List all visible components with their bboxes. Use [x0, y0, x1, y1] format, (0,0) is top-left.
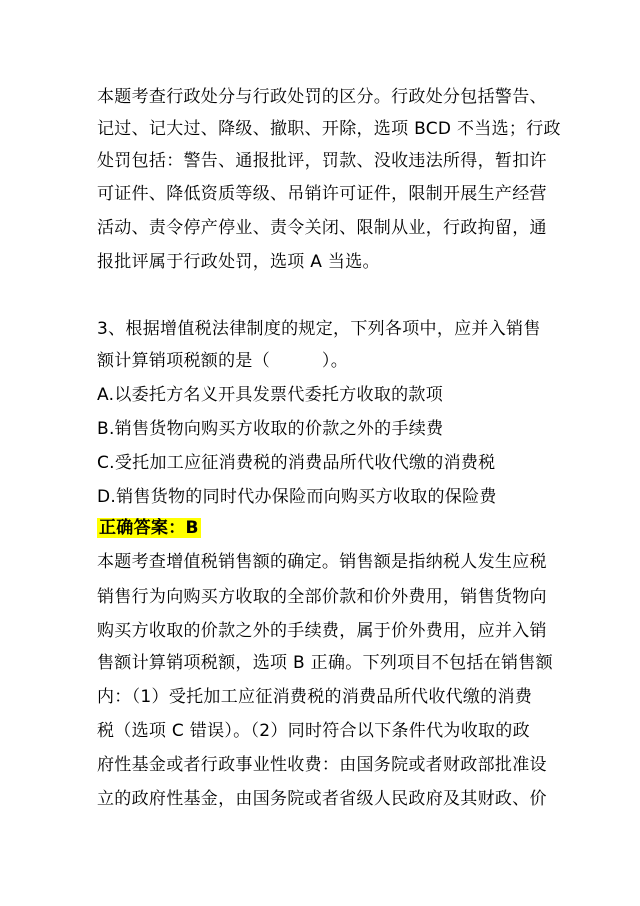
- option-a: A.以委托方名义开具发票代委托方收取的款项: [97, 385, 444, 405]
- explanation-2-line-4: 售额计算销项税额，选项 B 正确。下列项目不包括在销售额: [97, 653, 553, 673]
- option-c: C.受托加工应征消费税的消费品所代收代缴的消费税: [97, 453, 496, 473]
- question-stem-line-2: 额计算销项税额的是（ ）。: [97, 351, 348, 371]
- explanation-1-line-1: 本题考查行政处分与行政处罚的区分。行政处分包括警告、: [97, 87, 547, 107]
- explanation-2-line-7: 府性基金或者行政事业性收费：由国务院或者财政部批准设: [97, 755, 547, 775]
- explanation-1-line-3: 处罚包括：警告、通报批评，罚款、没收违法所得，暂扣许: [97, 151, 547, 171]
- option-b: B.销售货物向购买方收取的价款之外的手续费: [97, 419, 444, 439]
- explanation-2-line-5: 内：（1）受托加工应征消费税的消费品所代收代缴的消费: [97, 687, 533, 707]
- option-d: D.销售货物的同时代办保险而向购买方收取的保险费: [97, 487, 497, 507]
- correct-answer-row: [97, 517, 201, 539]
- explanation-1-line-4: 可证件、降低资质等级、吊销许可证件，限制开展生产经营: [97, 184, 547, 204]
- explanation-1-line-2: 记过、记大过、降级、撤职、开除，选项 BCD 不当选；行政: [97, 119, 561, 139]
- explanation-2-line-2: 销售行为向购买方收取的全部价款和价外费用，销售货物向: [97, 587, 547, 607]
- explanation-1-line-5: 活动、责令停产停业、责令关闭、限制从业，行政拘留，通: [97, 218, 547, 238]
- correct-answer-label: 正确答案：B: [99, 518, 199, 538]
- explanation-1-line-6: 报批评属于行政处罚，选项 A 当选。: [97, 252, 380, 272]
- explanation-2-line-6: 税（选项 C 错误）。（2）同时符合以下条件代为收取的政: [97, 721, 530, 741]
- explanation-2-line-8: 立的政府性基金，由国务院或者省级人民政府及其财政、价: [97, 789, 547, 809]
- explanation-2-line-3: 购买方收取的价款之外的手续费，属于价外费用，应并入销: [97, 621, 547, 641]
- question-stem-line-1: 3、根据增值税法律制度的规定，下列各项中，应并入销售: [97, 319, 541, 339]
- explanation-2-line-1: 本题考查增值税销售额的确定。销售额是指纳税人发生应税: [97, 552, 547, 572]
